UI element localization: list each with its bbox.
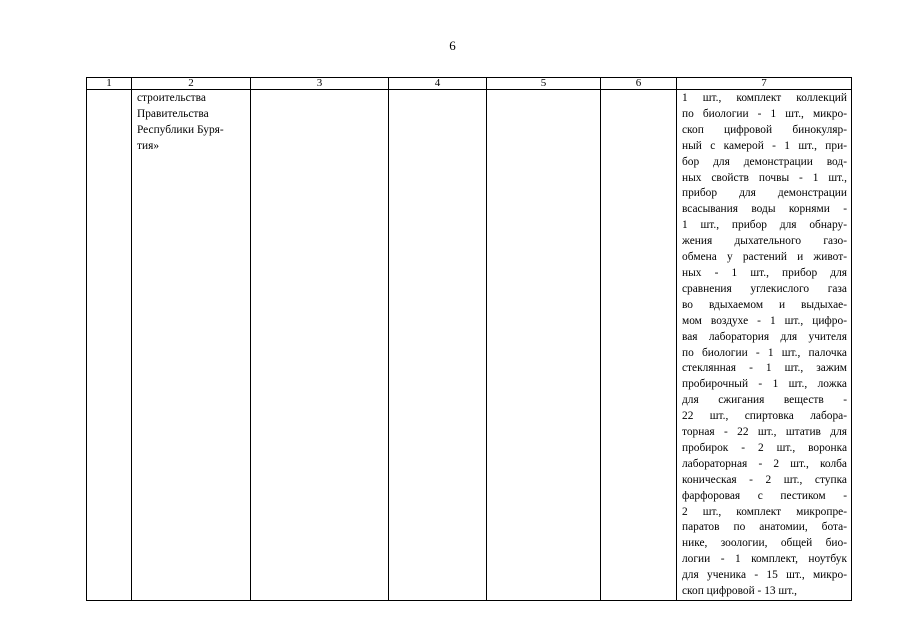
equipment-list-line: логии - 1 комплект, ноутбук bbox=[682, 553, 847, 566]
cell-col-4 bbox=[389, 90, 487, 601]
equipment-list-line: пробирочный - 1 шт., ложка bbox=[682, 378, 847, 391]
equipment-list-line: фарфоровая с пестиком - bbox=[682, 489, 847, 502]
equipment-list-line: обмена у растений и живот- bbox=[682, 251, 847, 264]
header-col-2: 2 bbox=[132, 78, 251, 90]
equipment-list-line: 1 шт., комплект коллекций bbox=[682, 92, 847, 104]
cell-col-2 bbox=[132, 90, 251, 601]
equipment-list-line: прибор для демонстрации bbox=[682, 187, 847, 200]
equipment-list-line: по биологии - 1 шт., микро- bbox=[682, 107, 847, 120]
equipment-list-line: ный с камерой - 1 шт., при- bbox=[682, 139, 847, 152]
table-header-row bbox=[87, 78, 852, 90]
header-col-4: 4 bbox=[389, 78, 487, 90]
cell-col-7 bbox=[677, 90, 852, 601]
equipment-list-line: для ученика - 15 шт., микро- bbox=[682, 569, 847, 582]
equipment-list-line: нике, зоологии, общей био- bbox=[682, 537, 847, 550]
equipment-list-line: ных - 1 шт., прибор для bbox=[682, 266, 847, 279]
equipment-list-line: паратов по анатомии, бота- bbox=[682, 521, 847, 534]
equipment-list-line: во вдыхаемом и выдыхае- bbox=[682, 298, 847, 311]
equipment-list-line: по биологии - 1 шт., палочка bbox=[682, 346, 847, 359]
header-col-3: 3 bbox=[251, 78, 389, 90]
header-col-5: 5 bbox=[487, 78, 601, 90]
equipment-list-line: стеклянная - 1 шт., зажим bbox=[682, 362, 847, 375]
organization-name-line: строительства bbox=[137, 92, 206, 104]
page-number: 6 bbox=[449, 38, 456, 53]
header-col-7: 7 bbox=[677, 78, 852, 90]
header-col-6: 6 bbox=[601, 78, 677, 90]
equipment-list-line: лабораторная - 2 шт., колба bbox=[682, 457, 847, 470]
cell-col-3 bbox=[251, 90, 389, 601]
organization-name-line: Республики Буря- bbox=[137, 123, 224, 136]
equipment-table bbox=[86, 77, 852, 601]
equipment-list-line: жения дыхательного газо- bbox=[682, 235, 847, 248]
organization-name-line: тия» bbox=[137, 139, 160, 152]
organization-name-line: Правительства bbox=[137, 107, 209, 120]
equipment-list-line: скоп цифровой бинокуляр- bbox=[682, 123, 847, 136]
equipment-list-text bbox=[677, 90, 851, 600]
organization-name-text bbox=[132, 90, 250, 155]
equipment-list-line: торная - 22 шт., штатив для bbox=[682, 426, 847, 439]
equipment-list-line: коническая - 2 шт., ступка bbox=[682, 473, 847, 486]
cell-col-6 bbox=[601, 90, 677, 601]
header-col-1: 1 bbox=[87, 78, 132, 90]
equipment-list-line: для сжигания веществ - bbox=[682, 394, 847, 407]
cell-col-1 bbox=[87, 90, 132, 601]
equipment-list-line: 22 шт., спиртовка лабора- bbox=[682, 410, 847, 423]
cell-col-5 bbox=[487, 90, 601, 601]
table-row bbox=[87, 90, 852, 601]
equipment-list-line: ных свойств почвы - 1 шт., bbox=[682, 171, 847, 184]
equipment-list-line: скоп цифровой - 13 шт., bbox=[682, 585, 798, 598]
equipment-list-line: мом воздухе - 1 шт., цифро- bbox=[682, 314, 847, 327]
equipment-list-line: 1 шт., прибор для обнару- bbox=[682, 219, 847, 232]
equipment-list-line: всасывания воды корнями - bbox=[682, 203, 847, 216]
equipment-list-line: 2 шт., комплект микропре- bbox=[682, 505, 847, 518]
equipment-list-line: вая лаборатория для учителя bbox=[682, 330, 847, 343]
equipment-list-line: пробирок - 2 шт., воронка bbox=[682, 441, 847, 454]
equipment-list-line: сравнения углекислого газа bbox=[682, 282, 847, 295]
equipment-list-line: бор для демонстрации вод- bbox=[682, 155, 847, 168]
